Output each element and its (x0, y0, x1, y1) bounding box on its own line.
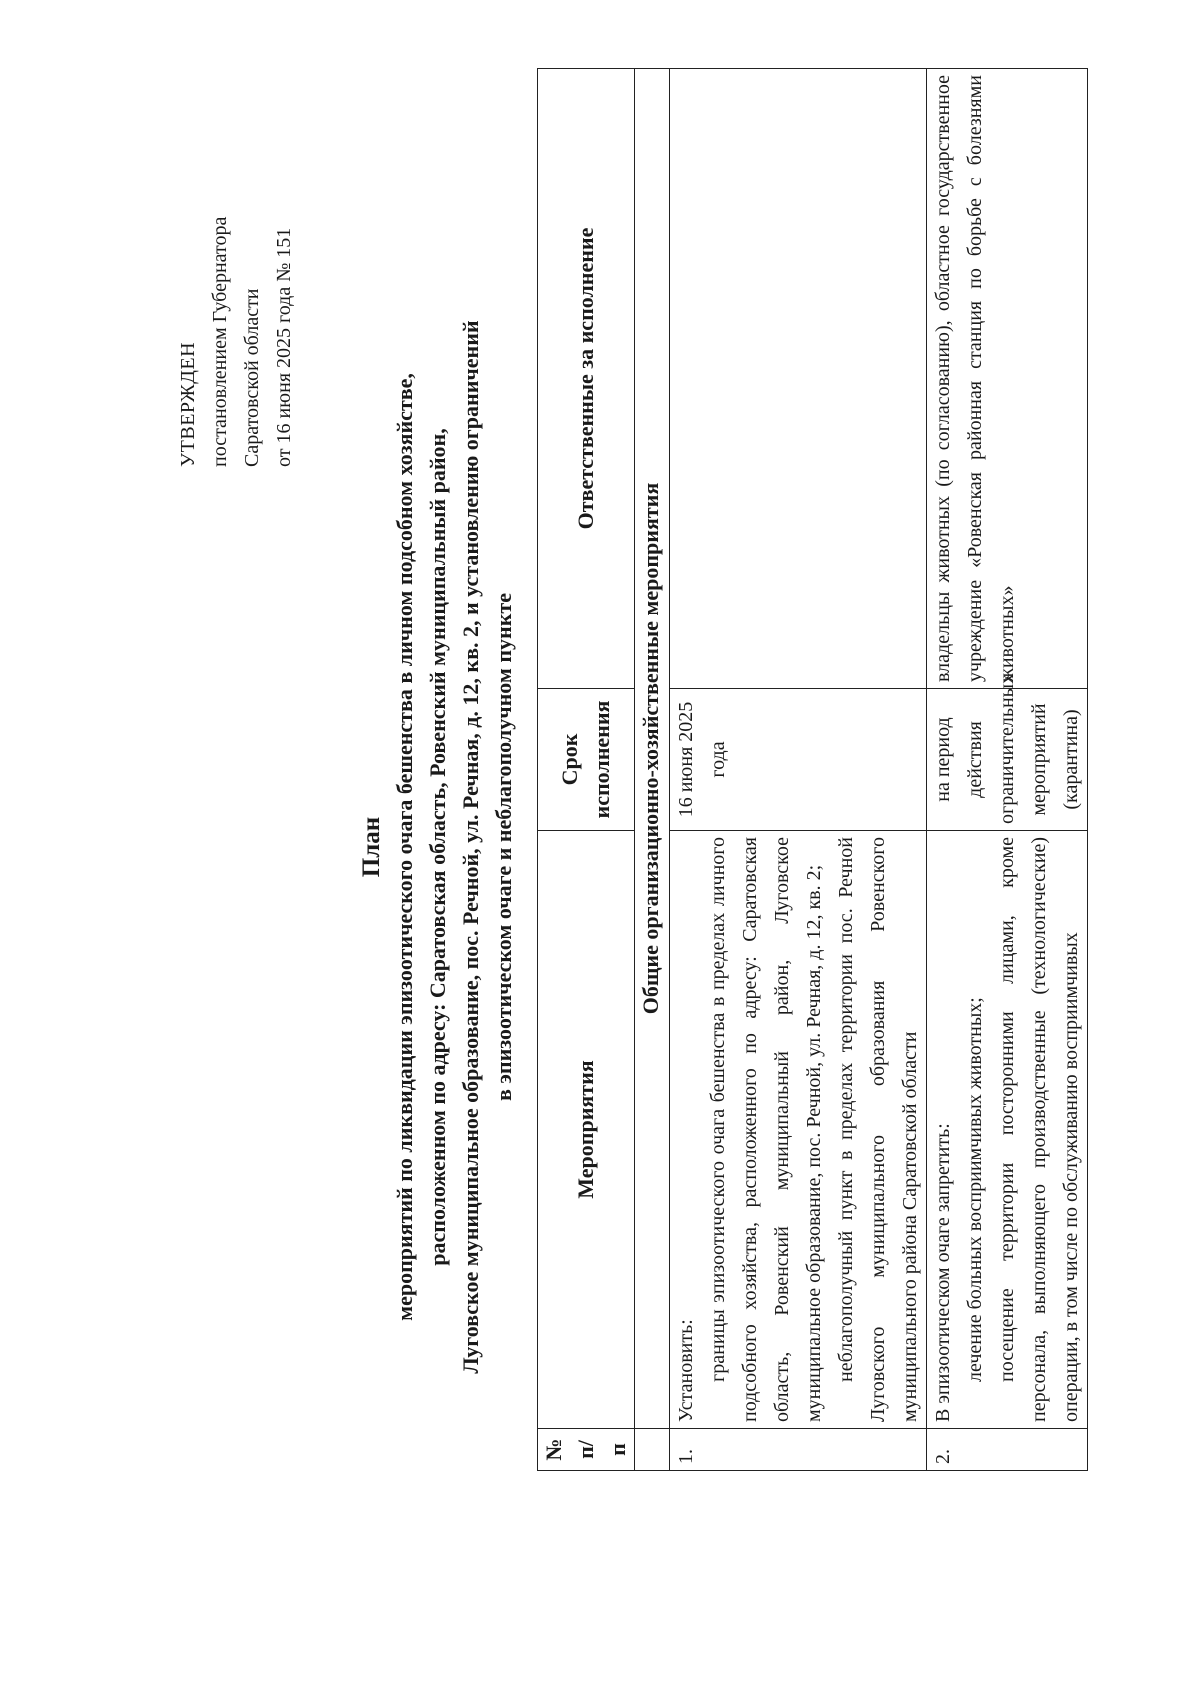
title-line: Луговское муниципальное образование, пос. Речной, ул. Речная, д. 12, кв. 2, и установлению ограничений (458, 320, 483, 1374)
activity-intro: В эпизоотическом очаге запретить: (932, 1123, 954, 1422)
header-activity: Мероприятия (538, 831, 635, 1429)
row-responsible: владельцы животных (по согласованию), областное государственное учреждение «Ровенская районная станция по борьбе с болезнями животных» (927, 69, 1088, 689)
plan-table (537, 68, 1088, 1471)
section-title: Общие организационно-хозяйственные мероприятия (635, 69, 670, 1429)
table-header-row (538, 69, 635, 1471)
row-number: 2. (927, 1429, 1088, 1471)
header-term: Срок исполнения (538, 689, 635, 831)
row-activity (927, 831, 1088, 1429)
row-term: 16 июня 2025 года (670, 689, 927, 831)
row-number: 1. (670, 1429, 927, 1471)
activity-paragraph: границы эпизоотического очага бешенства в пределах личного подсобного хозяйства, расположенного по адресу: Саратовская область, Ровенский муниципальный район, Луговское муниципальное образование, пос. Речной, ул. Речная, д. 12, кв. 2; (707, 837, 825, 1422)
table-row (670, 69, 927, 1471)
activity-paragraph: лечение больных восприимчивых животных; (964, 997, 986, 1382)
row-activity (670, 831, 927, 1429)
row-responsible (670, 69, 927, 689)
section-row (635, 69, 670, 1471)
approval-stamp (172, 37, 300, 467)
row-term: на период действия ограничительных мероприятий (карантина) (927, 689, 1088, 831)
activity-paragraph: неблагополучный пункт в пределах территории пос. Речной Луговского муниципального образования Ровенского муниципального района Саратовской области (835, 837, 921, 1422)
approval-line: Саратовской области (241, 288, 263, 467)
title-line: в эпизоотическом очаге и неблагополучном пункте (491, 593, 516, 1101)
header-responsible: Ответственные за исполнение (538, 69, 635, 689)
title-line: мероприятий по ликвидации эпизоотического очага бешенства в личном подсобном хозяйстве, (392, 373, 417, 1321)
title-line: расположенном по адресу: Саратовская область, Ровенский муниципальный район, (425, 428, 450, 1266)
document-title (355, 67, 520, 1627)
header-num: № п/п (538, 1429, 635, 1471)
approval-date: от 16 июня 2025 года № 151 (273, 227, 295, 467)
title-heading: План (358, 816, 385, 878)
activity-intro: Установить: (675, 1319, 697, 1422)
approval-heading: УТВЕРЖДЕН (177, 341, 199, 467)
table-row (927, 69, 1088, 1471)
activity-paragraph: посещение территории посторонними лицами, кроме персонала, выполняющего производственные (технологические) операции, в том числе по обслуживанию восприимчивых (996, 837, 1082, 1422)
approval-line: постановлением Губернатора (209, 216, 231, 467)
